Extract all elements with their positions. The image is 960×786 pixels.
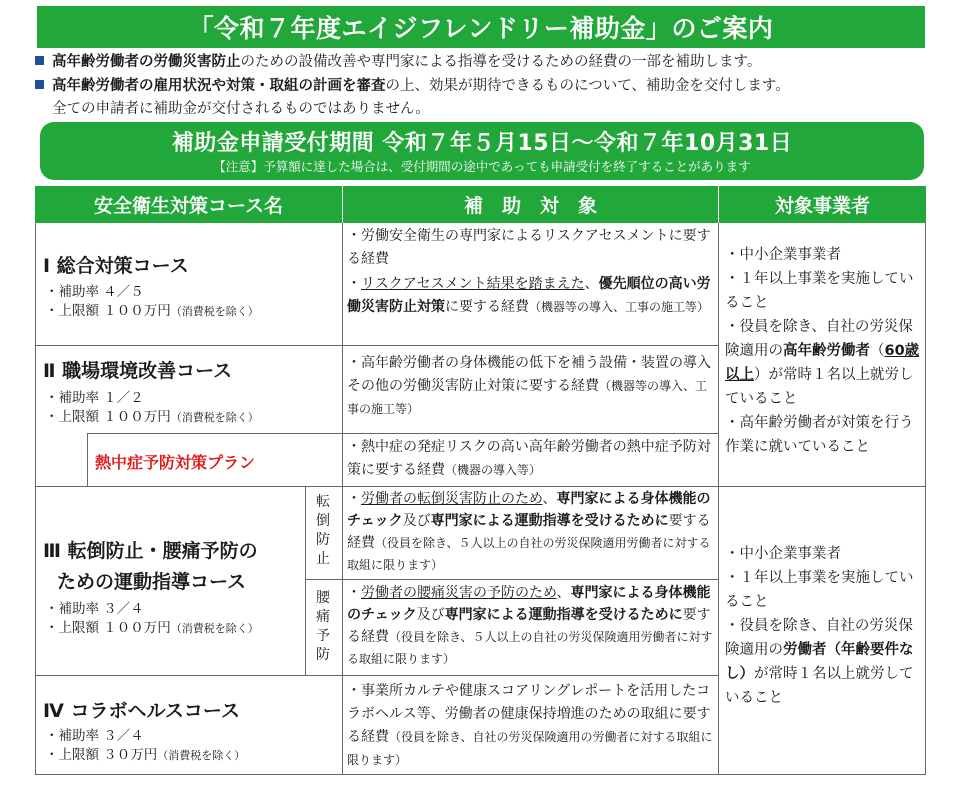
application-period: 補助金申請受付期間 令和７年５月15日～令和７年10月31日 xyxy=(171,131,793,156)
header-target: 補 助 対 象 xyxy=(343,186,718,223)
page-title: 「令和７年度エイジフレンドリー補助金」のご案内 xyxy=(37,6,925,48)
course-2-target-2 xyxy=(347,436,713,482)
course-3-b4: 及び xyxy=(416,607,445,623)
eligibility-2-item-3 xyxy=(725,614,920,710)
tax-note: （消費税を除く） xyxy=(170,305,259,318)
row-divider xyxy=(35,675,719,676)
tax-note: （消費税を除く） xyxy=(170,622,259,635)
sub-fall-prevention: 転倒防止 xyxy=(316,494,330,567)
course-3-limit-value: ・上限額 １００万円 xyxy=(45,620,171,636)
course-4-target-text: ・事業所カルテや健康スコアリングレポートを活用したコラボヘルス等、労働者の健康保持増進のための取組に要する経費 xyxy=(347,683,711,745)
course-2-rate: ・補助率 １／２ xyxy=(45,390,144,406)
tax-note: （消費税を除く） xyxy=(157,749,246,762)
row-divider xyxy=(87,433,719,434)
eligibility-1-item-1: ・中小企業事業者 xyxy=(725,247,841,263)
eligibility-1-item-3 xyxy=(725,315,920,411)
eligibility-2-item-3a: ・役員を除き、自社の労災保険適用の xyxy=(725,618,913,658)
course-1-target-2a: リスクアセスメント結果を踏まえた xyxy=(361,276,585,292)
course-table xyxy=(35,186,926,775)
course-4-target-sub: （役員を除き、自社の労災保険適用の労働者に対する取組に限ります） xyxy=(347,730,713,767)
course-3-name-1: Ⅲ 転倒防止・腰痛予防の xyxy=(43,540,258,562)
course-2-limit-value: ・上限額 １００万円 xyxy=(45,409,171,425)
course-3-target-1: ・労働者の転倒災害防止のため、専門家による身体機能のチェック及び専門家による運動指導を受けるために要する経費（役員を除き、５人以上の自社の労災保険適用労働者に対する取組に限ります） xyxy=(347,491,711,572)
eligibility-1-item-4: ・高年齢労働者が対策を行う作業に就いていること xyxy=(725,415,914,455)
course-2-target-1 xyxy=(347,352,713,421)
course-3-b2: 、 xyxy=(556,585,571,601)
square-bullet-icon xyxy=(35,56,44,65)
course-4-limit xyxy=(45,746,245,765)
eligibility-2 xyxy=(725,542,920,710)
course-2-target-2-sub: （機器の導入等） xyxy=(445,463,542,477)
course-1-target-2b: 、 xyxy=(584,276,599,292)
course-3-limit xyxy=(45,619,259,638)
course-3-b6: 要する経費 xyxy=(347,607,711,645)
course-1-target-2c: 優先順位の高い労働災害防止対策 xyxy=(347,276,711,315)
course-1-target-2: ・リスクアセスメント結果を踏まえた、優先順位の高い労働災害防止対策に要する経費（機器等の導入、工事の施工等） xyxy=(347,276,711,315)
course-3-a4: 及び xyxy=(402,513,431,529)
course-4-limit-value: ・上限額 ３０万円 xyxy=(45,747,158,763)
course-3-b5: 専門家による運動指導を受けるために xyxy=(444,607,683,623)
course-1-rate: ・補助率 ４／５ xyxy=(45,284,144,300)
application-period-banner xyxy=(40,122,924,180)
course-2-target-2-text: ・熱中症の発症リスクの高い高年齢労働者の熱中症予防対策に要する経費 xyxy=(347,439,711,478)
row-divider xyxy=(305,579,719,580)
header-course: 安全衛生対策コース名 xyxy=(35,186,342,223)
tax-note: （消費税を除く） xyxy=(170,411,259,424)
intro-line-2 xyxy=(35,76,790,96)
course-1-target-2d: に要する経費 xyxy=(445,299,529,315)
course-3-a2: 、 xyxy=(542,491,557,507)
eligibility-2-item-1: ・中小企業事業者 xyxy=(725,546,841,562)
course-1-limit xyxy=(45,302,259,321)
course-1-target-1: ・労働安全衛生の専門家によるリスクアセスメントに要する経費 xyxy=(347,228,711,267)
course-2-target-1-sub: （機器等の導入、工事の施工等） xyxy=(347,379,708,416)
course-3-a6: 要する経費 xyxy=(347,513,711,551)
intro-bold-2: 高年齢労働者の雇用状況や対策・取組の計画を審査 xyxy=(52,78,386,94)
intro-line-3: 全ての申請者に補助金が交付されるものではありません。 xyxy=(52,101,430,117)
header-eligible: 対象事業者 xyxy=(719,186,926,223)
course-1-target-2e: （機器等の導入、工事の施工等） xyxy=(529,300,710,314)
period-note: 【注意】予算額に達した場合は、受付期間の途中であっても申請受付を終了することがあります xyxy=(213,159,751,174)
course-1-name: Ⅰ 総合対策コース xyxy=(43,255,189,277)
eligibility-1-item-3c: （ xyxy=(870,343,885,359)
table-border xyxy=(35,223,36,775)
sub-backpain-prevention: 腰痛予防 xyxy=(316,590,330,663)
table-divider xyxy=(718,223,719,775)
course-3-a3: 専門家による身体機能のチェック xyxy=(347,491,711,529)
eligibility-2-item-3b: 労働者（年齢要件なし） xyxy=(725,642,914,682)
eligibility-1-item-3a: ・役員を除き、自社の労災保険適用の xyxy=(725,319,913,359)
course-4-name: Ⅳ コラボヘルスコース xyxy=(43,700,240,722)
table-bottom xyxy=(35,774,926,775)
course-2-target-1-text: ・高年齢労働者の身体機能の低下を補う設備・装置の導入その他の労働災害防止対策に要する経費 xyxy=(347,355,711,394)
course-4-target xyxy=(347,680,713,772)
square-bullet-icon xyxy=(35,80,44,89)
eligibility-2-item-2: ・１年以上事業を実施していること xyxy=(725,570,914,610)
row-divider xyxy=(35,345,719,346)
course-4-rate: ・補助率 ３／４ xyxy=(45,728,144,744)
course-3-b3: 専門家による身体機能のチェック xyxy=(347,585,711,623)
eligibility-1 xyxy=(725,243,920,459)
eligibility-1-item-3d: 60歳以上 xyxy=(725,343,920,383)
course-3-a5: 専門家による運動指導を受けるために xyxy=(430,513,669,529)
intro-text-2: の上、効果が期待できるものについて、補助金を交付します。 xyxy=(385,78,790,94)
heatstroke-plan-label: 熱中症予防対策プラン xyxy=(95,453,256,472)
eligibility-1-item-2: ・１年以上事業を実施していること xyxy=(725,271,914,311)
table-border xyxy=(925,223,926,775)
course-2-name: Ⅱ 職場環境改善コース xyxy=(43,360,233,382)
course-3-a1: 労働者の転倒災害防止のため xyxy=(361,491,543,507)
intro-text-1: のための設備改善や専門家による指導を受けるための経費の一部を補助します。 xyxy=(240,54,762,70)
table-divider xyxy=(342,223,343,775)
course-1-limit-value: ・上限額 １００万円 xyxy=(45,303,171,319)
row-divider xyxy=(35,486,926,487)
course-3-b1: 労働者の腰痛災害の予防のため xyxy=(361,585,557,601)
course-3-target-2: ・労働者の腰痛災害の予防のため、専門家による身体機能のチェック及び専門家による運動指導を受けるために要する経費（役員を除き、５人以上の自社の労災保険適用労働者に対する取組に限ります） xyxy=(347,585,713,666)
table-divider xyxy=(87,433,88,486)
intro-bold-1: 高年齢労働者の労働災害防止 xyxy=(52,54,241,70)
eligibility-1-item-3e: ）が常時１名以上就労していること xyxy=(725,367,914,407)
course-3-a7: （役員を除き、５人以上の自社の労災保険適用労働者に対する取組に限ります） xyxy=(347,536,711,572)
eligibility-2-item-3c: が常時１名以上就労していること xyxy=(725,666,914,706)
course-2-limit xyxy=(45,408,259,427)
course-3-rate: ・補助率 ３／４ xyxy=(45,601,144,617)
course-3-b7: （役員を除き、５人以上の自社の労災保険適用労働者に対する取組に限ります） xyxy=(347,630,713,666)
course-3-name-2: ための運動指導コース xyxy=(57,571,247,593)
eligibility-1-item-3b: 高年齢労働者 xyxy=(783,343,870,359)
table-divider xyxy=(305,486,306,675)
intro-line-1 xyxy=(35,52,761,72)
